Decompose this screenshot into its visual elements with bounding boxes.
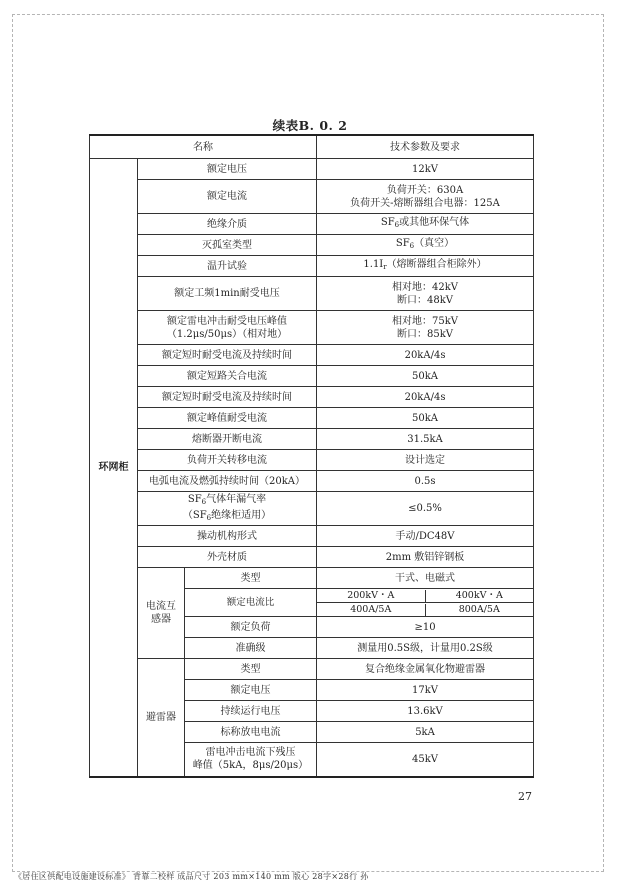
row-name: 熔断器开断电流 <box>138 429 317 450</box>
arrester-rated-value: 17kV <box>317 680 534 701</box>
ct-accuracy-name: 准确级 <box>185 638 317 659</box>
row-value: 12kV <box>317 159 534 180</box>
row-name: 额定电压 <box>138 159 317 180</box>
row-value: 50kA <box>317 366 534 387</box>
footer-proof-info: 《居住区供配电设施建设标准》 背靠二校样 成品尺寸 203 mm×140 mm 版心 28字×28行 孙 <box>14 872 369 881</box>
row-name: 灭孤室类型 <box>138 235 317 256</box>
arrester-cont-value: 13.6kV <box>317 701 534 722</box>
row-name: 绝缘介质 <box>138 214 317 235</box>
ct-type-value: 干式、电磁式 <box>317 568 534 589</box>
row-value: 手动/DC48V <box>317 526 534 547</box>
group-arrester: 避雷器 <box>138 659 185 777</box>
arrester-nom-value: 5kA <box>317 722 534 743</box>
ct-ratio-name: 额定电流比 <box>185 589 317 617</box>
row-value: 2mm 敷铝锌钢板 <box>317 547 534 568</box>
row-name: 额定电流 <box>138 180 317 214</box>
arrester-res-value: 45kV <box>317 743 534 777</box>
header-name: 名称 <box>90 135 317 159</box>
row-name: 额定雷电冲击耐受电压峰值 （1.2μs/50μs）（相对地） <box>138 311 317 345</box>
ct-type-name: 类型 <box>185 568 317 589</box>
row-value: 20kA/4s <box>317 345 534 366</box>
arrester-rated-name: 额定电压 <box>185 680 317 701</box>
header-params: 技术参数及要求 <box>317 135 534 159</box>
row-value: 50kA <box>317 408 534 429</box>
row-name: 额定短时耐受电流及持续时间 <box>138 387 317 408</box>
row-value: 负荷开关：630A 负荷开关-熔断器组合电器：125A <box>317 180 534 214</box>
row-name: 外壳材质 <box>138 547 317 568</box>
arrester-nom-name: 标称放电电流 <box>185 722 317 743</box>
row-value: $SF_6$或其他环保气体 <box>317 214 534 235</box>
row-name: 额定短路关合电流 <box>138 366 317 387</box>
row-value: $SF_6$（真空） <box>317 235 534 256</box>
ct-burden-name: 额定负荷 <box>185 617 317 638</box>
row-value: 31.5kA <box>317 429 534 450</box>
row-name: 额定短时耐受电流及持续时间 <box>138 345 317 366</box>
row-value: 设计选定 <box>317 450 534 471</box>
spec-table <box>89 134 534 778</box>
row-name: 电弧电流及燃弧持续时间（20kA） <box>138 471 317 492</box>
arrester-type-value: 复合绝缘金属氧化物避雷器 <box>317 659 534 680</box>
group-current-transformer: 电流互 感器 <box>138 568 185 659</box>
row-value: 20kA/4s <box>317 387 534 408</box>
ct-ratio-cell: 400A/5A 800A/5A <box>317 603 534 617</box>
row-value: 相对地：75kV 断口：85kV <box>317 311 534 345</box>
arrester-res-name: 雷电冲击电流下残压 峰值（5kA，8μs/20μs） <box>185 743 317 777</box>
table-title: 续表B. 0. 2 <box>272 118 348 133</box>
group-ring-main-unit: 环网柜 <box>90 159 138 777</box>
row-name: 负荷开关转移电流 <box>138 450 317 471</box>
row-value: 相对地：42kV 断口：48kV <box>317 277 534 311</box>
ct-ratio-cell: 200kV・A 400kV・A <box>317 589 534 603</box>
arrester-type-name: 类型 <box>185 659 317 680</box>
row-name: 额定工频1min耐受电压 <box>138 277 317 311</box>
row-name: $SF_6$气体年漏气率 （$SF_6$绝缘柜适用） <box>138 492 317 526</box>
row-value: $1.1I_r$（熔断器组合柜除外） <box>317 256 534 277</box>
ct-accuracy-value: 测量用0.5S级，计量用0.2S级 <box>317 638 534 659</box>
page-number: 27 <box>518 790 532 803</box>
arrester-cont-name: 持续运行电压 <box>185 701 317 722</box>
row-value: ≤0.5% <box>317 492 534 526</box>
row-name: 额定峰值耐受电流 <box>138 408 317 429</box>
ct-burden-value: ≥10 <box>317 617 534 638</box>
row-name: 温升试验 <box>138 256 317 277</box>
row-value: 0.5s <box>317 471 534 492</box>
row-name: 操动机构形式 <box>138 526 317 547</box>
